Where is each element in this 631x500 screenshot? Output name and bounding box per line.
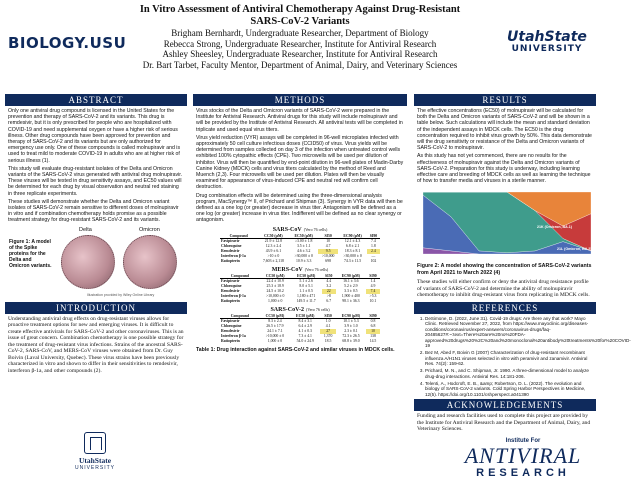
table-header-cell: Compound xyxy=(220,234,257,239)
table-cell: >10 ± 0 xyxy=(267,253,280,258)
utah-state-footer-name: UtahState xyxy=(78,456,112,465)
table-cell: >30,000 ± 0 xyxy=(343,253,362,258)
table-cell: 6.8 ± 2.1 xyxy=(345,243,360,248)
table-header-cell: EC90 (µM) xyxy=(336,274,366,279)
introduction-text: Understanding antiviral drug effects on drug-resistant viruses allows for proactive treatment options for new and emerging viruses. It is difficult to create effective antivirals for SARS-CoV-2 and other coronaviruses. This is an issue of great concern. Combination chemotherapy is one possible strategy for the treatment of drug-resistant virus infections. Strains of the ancestral SARS-CoV-2, SARS-CoV, and MERS-CoV viruses were obtained from Dr. Guy Boivin (Laval University, Quebec). These virus strains have been previously characterized in vitro and shown to differ in their sensitivities to remdesivir, interferon β-1a, and other compounds (2). xyxy=(8,315,184,374)
table-cell: 4.1 xyxy=(325,323,331,328)
table-cell: Interferon β-1a xyxy=(221,333,246,338)
introduction-heading: INTRODUCTION xyxy=(5,302,187,314)
table-cell: Ratiopterin xyxy=(221,338,240,343)
table-cell: Remdesivir xyxy=(221,248,240,253)
left-column xyxy=(5,94,187,376)
poster-header xyxy=(0,0,600,92)
table-cell: 12.1 ± 4.3 xyxy=(344,238,361,243)
table-cell: Favipiravir xyxy=(221,278,240,283)
table-title xyxy=(193,307,407,313)
table-title-suffix: (Vero 76 cells) xyxy=(304,266,329,272)
table-cell: Favipiravir xyxy=(221,238,240,243)
utah-state-logo xyxy=(502,30,592,54)
table-title-name: SARS-CoV-2 xyxy=(270,306,304,313)
table-cell: 1,000 ± 0 xyxy=(267,298,283,303)
table-cell: 25.3 ± 18.9 xyxy=(266,283,284,288)
table-cell: >5.3 xyxy=(369,293,377,298)
author-3: Ashley Sheesley, Undergraduate Researcher, Institute for Antiviral Research xyxy=(162,49,438,59)
chart-series-label: 21L (Omicron, BA.2) xyxy=(557,247,592,252)
table-cell: 4.4 xyxy=(326,278,332,283)
table-cell: 10 xyxy=(326,238,331,243)
table-cell: 7.4 xyxy=(371,238,376,243)
table-cell: 2.3 ± 0.1 xyxy=(344,328,358,333)
table-header-cell: Compound xyxy=(220,314,260,319)
table-cell: 1.4 xyxy=(370,278,376,283)
table-title-suffix: (Vero 76 cells) xyxy=(303,226,328,232)
table-cell: 5.2 ± 2.9 xyxy=(344,283,358,288)
drug-table xyxy=(220,274,380,304)
table-cell: 1,180 ± 471 xyxy=(297,293,316,298)
table-cell: Interferon β-1a xyxy=(221,253,246,258)
table-cell: 27 xyxy=(320,329,336,334)
middle-column xyxy=(193,94,407,353)
table-cell: 1,370 xyxy=(323,333,333,338)
table-cell: 22 xyxy=(322,289,336,294)
table-cell: 3.3 ± 0.5 xyxy=(344,288,358,293)
table-cell: 24.5 ± 10.2 xyxy=(266,288,284,293)
table-header-cell: SI50 xyxy=(322,274,336,279)
variant-area-chart xyxy=(417,188,593,260)
reference-3: 3. Prichard, M. N., and C. Shipman, Jr. 1990. A three-dimensional model to analyze drug-drug interactions. Antiviral Res. 14:181-206. xyxy=(425,368,593,379)
table-cell: 3.2 xyxy=(326,283,332,288)
table-header-cell: EC50 (µM) xyxy=(289,234,318,239)
abstract-paragraph-2: This study will evaluate drug-resistant isolates of the Delta and Omicron variants of the SARS-CoV-2 virus generated with antiviral drug molnupiravir. These viruses will be tested in drug sensitivity assays, and EC50 values will be determined for each drug by visual observation and neutral red staining in three replicate experiments. xyxy=(8,165,183,197)
table-cell: 4.1 ± 0.3 xyxy=(298,328,312,333)
table-header-cell: SI90 xyxy=(367,234,380,239)
table-cell: 6.7 xyxy=(326,298,332,303)
table-cell: Remdesivir xyxy=(221,288,240,293)
table-cell: Chloroquine xyxy=(221,323,242,328)
table-header-cell: EC90 (µM) xyxy=(336,314,366,319)
table-cell: 72.3 ± 26.5 xyxy=(342,333,360,338)
chart-series-label: 21K (Omicron, BA.1) xyxy=(537,225,572,230)
methods-paragraph-1: Virus stocks of the Delta and Omicron variants of SARS-CoV-2 were prepared in the Institute for Antiviral Research. Antiviral drugs for this study will include molnupiravir and will be provided by the Institute of Antiviral Research. All antiviral tests will be completed in triplicate and used equal virus titers. xyxy=(196,108,403,133)
figure-1-caption: Figure 1: A model of the Spike proteins for the Delta and Omicron variants. xyxy=(9,238,52,269)
table-row xyxy=(220,339,380,344)
table-cell: >8 xyxy=(326,293,331,298)
table-cell: 98.1 ± 36.3 xyxy=(342,298,360,303)
table-cell: 1,000 ± 0 xyxy=(267,338,283,343)
table-cell: Chloroquine xyxy=(221,243,242,248)
table-header-cell: CC50 (µM) xyxy=(260,274,291,279)
table-cell: >10,000 ± 0 xyxy=(265,333,285,338)
table-row xyxy=(220,259,380,264)
table-cell: 68.8 ± 39.0 xyxy=(342,338,360,343)
table-header-cell: CC50 (µM) xyxy=(257,234,289,239)
reference-1: 1. DeSimone, D. (2022, June 31). Covid-19 drugs: Are there any that work? Mayo Clinic. Retrieved November 27, 2022, from https://www.mayoclinic.org/diseases-conditions/coronavirus/expert-answers/coronavirus-drugs/faq-20485627#:~:text=There%20are%20no%20FDA-approved%20drugs%20%2C%20and%20monoclonal%20antibody%20treatments%20for%20COVID-19 xyxy=(425,316,593,349)
table-cell: Chloroquine xyxy=(221,283,242,288)
table-cell: 1.8 xyxy=(371,243,376,248)
table-cell: 138 xyxy=(370,333,376,338)
table-cell: 10.1 ± 5.3 xyxy=(343,318,359,323)
table-cell: 7,603 ± 2,118 xyxy=(262,258,284,263)
acknowledgements-text: Funding and research facilities used to complete this project are provided by the Institute for Antiviral Research and the Department of Animal, Dairy, and Veterinary Sciences. xyxy=(417,413,591,433)
author-4: Dr. Bart Tarbet, Faculty Mentor, Department of Animal, Dairy, and Veterinary Sciences xyxy=(142,59,458,70)
omicron-virus-image xyxy=(123,235,177,289)
table-cell: 9.5 xyxy=(318,249,338,254)
institute-logo-line3: RESEARCH xyxy=(476,467,570,479)
results-tables xyxy=(193,227,407,344)
table-cell: 4.6 ± 3.2 xyxy=(296,248,311,253)
table-cell: Ratiopterin xyxy=(221,298,240,303)
abstract-paragraph-1: Only one antiviral drug compound is licensed in the United States for the prevention and therapy of SARS-CoV-2 and its variants. This drug is remdesivir, but it is only prescribed for people who are hospitalized with COVID-19 and need supplemental oxygen or have a higher risk of serious illness. Other drug compounds have been approved for prevention and therapy of SARS-CoV-2 and its variants but are only authorized for emergency use only. One of these compounds is called molnupiravir and is used to treat mild to moderate COVID-19 in adults who are at higher risk of serious illness (1). xyxy=(8,108,181,164)
table-cell: >10,000 xyxy=(321,253,335,258)
author-2: Rebecca Strong, Undergraduate Researcher, Institute for Antiviral Research xyxy=(163,38,437,49)
results-paragraph-2: As this study has not yet commenced, there are no results for the effectiveness of molnupiravir against the Delta and Omicron variants of SARS-CoV-2. Preparation for this study is underway, including learning effective care and breeding of MDCK cells as well as learning the technique of how to transfer media and viruses in a sterile manner. xyxy=(417,153,591,185)
table-cell: 8.3 ± 2.4 xyxy=(268,318,282,323)
reference-4: 4. Telenti, A., Hodcroft, E. B., &amp; Robertson, D. L. (2022). The evolution and biology of SARS-CoV-2 variants. Cold Spring Harbor Perspectives in Medicine, 12(5). https://doi.org/10.1101/cshperspect.a041390 xyxy=(425,381,593,398)
table-cell: 3.5 ± 1.1 xyxy=(296,243,311,248)
table-cell: 2.4 xyxy=(367,249,380,254)
old-main-icon xyxy=(84,432,106,454)
table-header-cell: SI50 xyxy=(318,234,338,239)
poster-title-line1: In Vitro Assessment of Antiviral Chemotherapy Against Drug-Resistant xyxy=(139,4,461,15)
table-cell: ≥3.00 ± 1.8 xyxy=(294,238,313,243)
references-heading: REFERENCES xyxy=(414,302,596,314)
table-title-name: MERS-CoV xyxy=(271,266,303,273)
table-title xyxy=(193,227,407,233)
table-cell: 149.5 ± 11.7 xyxy=(296,298,316,303)
table-header-cell: SI50 xyxy=(320,314,336,319)
results-paragraph-1: The effective concentrations (EC50) of molnupiravir will be calculated for both the Delta and Omicron variants of SARS-CoV-2 and will be shown in a table below. Such calculations will include the mean and standard deviation of the independent assays in MDCK cells. The EC50 is the drug concentration required to inhibit virus growth by 50%. This data demonstrate will the drug sensitivity or resistance of the Delta and Omicron variants of SARS-CoV-2 to molnupiravir. xyxy=(417,108,592,152)
results-paragraph-3: These studies will either confirm or deny the antiviral drug resistance profile of variants of SARS-CoV-2 and determine the ability of molnupiravir chemotherapy to inhibit drug-resistant virus from replicating in MDCK cells. xyxy=(417,279,590,299)
institute-antiviral-research-logo xyxy=(448,438,598,479)
table-cell: 7.3 ± 4.1 xyxy=(298,333,312,338)
table-cell: Remdesivir xyxy=(221,328,240,333)
table-cell: 3.9 ± 1.0 xyxy=(344,323,358,328)
table-cell: 10 xyxy=(366,329,380,334)
drug-table xyxy=(220,234,380,264)
table-row xyxy=(220,294,380,299)
table-cell: >30,000 ± 0 xyxy=(294,253,313,258)
table-cell: 4.7 xyxy=(325,243,331,248)
biology-usu-logo xyxy=(8,34,128,60)
institute-logo-line1: Institute For xyxy=(505,438,541,444)
table-cell: 0.8 xyxy=(370,318,376,323)
table-cell: 43.9 ± 6.1 xyxy=(265,248,282,253)
table-1-caption: Table 1: Drug interaction against SARS-CoV-2 and similar viruses in MDCK cells. xyxy=(196,346,395,353)
figure-1-delta-label: Delta xyxy=(79,226,92,233)
table-cell: Ratiopterin xyxy=(221,258,240,263)
figure-1-omicron-label: Omicron xyxy=(139,226,160,233)
figure-2-caption: Figure 2: A model showing the concentration of SARS-CoV-2 variants from April 2021 to March 2022 (4) xyxy=(417,263,592,276)
table-cell: Favipiravir xyxy=(221,318,240,323)
table-title-name: SARS-CoV xyxy=(272,226,302,233)
table-cell: 12.3 ± 2.4 xyxy=(265,243,282,248)
table-header-cell: EC90 (µM) xyxy=(338,234,367,239)
right-column xyxy=(414,94,631,435)
table-cell: 74.3 ± 11.5 xyxy=(344,258,362,263)
results-heading: RESULTS xyxy=(414,94,596,106)
table-cell: 54.0 ± 24.9 xyxy=(296,338,314,343)
methods-heading: METHODS xyxy=(193,94,407,106)
drug-table xyxy=(220,314,380,344)
delta-virus-image xyxy=(61,235,115,289)
acknowledgements-heading: ACKNOWLEDGEMENTS xyxy=(414,399,596,411)
table-header-cell: CC50 (µM) xyxy=(260,314,290,319)
table-cell: 16.1 ± 3.6 xyxy=(343,278,359,283)
utah-state-footer-logo xyxy=(60,432,130,471)
table-cell: 10.1 xyxy=(369,298,377,303)
table-cell: >10,000 ± 0 xyxy=(265,293,285,298)
figure-2-chart xyxy=(417,188,593,260)
table-cell: 14.5 xyxy=(369,338,377,343)
table-header-cell: SI90 xyxy=(366,314,380,319)
utah-state-logo-line2: UNIVERSITY xyxy=(511,44,583,54)
table-cell: — xyxy=(371,253,376,258)
table-header-cell: EC50 (µM) xyxy=(290,314,320,319)
table-cell: 26.5 ± 17.9 xyxy=(266,323,284,328)
reference-2: 2. Bez M, Abed F, Boivin G (2007) Characterization of drug-resistant recombinant influenza A/H1N1 viruses selected in vitro with peramivir and zanamivir. Antiviral Res. 74(2): 159-62. xyxy=(425,350,593,367)
table-header-cell: SI90 xyxy=(366,274,380,279)
table-title xyxy=(193,267,407,273)
figure-1 xyxy=(7,227,185,299)
table-row xyxy=(220,254,380,259)
table-cell: 1.0 xyxy=(325,318,331,323)
methods-paragraph-3: Drug combination effects will be determined using the three-dimensional analysis program, MacSynergy™ II, of Prichard and Shipman (3). Synergy in VYR data will then be defined as a one log (or greater) decrease in virus titer. Antagonism will be defined as a one log (or greater) increase in virus titer. Indifferent will be defined as no clear synergy or antagonism. xyxy=(196,192,403,224)
institute-logo-line2: ANTIVIRAL xyxy=(464,443,582,468)
table-cell: 21.9 ± 12.8 xyxy=(264,238,283,243)
poster-title-line2: SARS-CoV-2 Variants xyxy=(250,16,350,27)
abstract-heading: ABSTRACT xyxy=(5,94,187,106)
table-cell: 8.0 ± 5.1 xyxy=(299,283,313,288)
table-cell: 10.9 ± 3.3 xyxy=(295,258,312,263)
table-cell: 1.1 ± 0.5 xyxy=(299,288,313,293)
table-cell: 5.1 ± 2.6 xyxy=(299,278,313,283)
table-row xyxy=(220,299,380,304)
utah-state-logo-line1: UtahState xyxy=(507,29,587,45)
biology-usu-logo-text: BIOLOGY.USU xyxy=(8,34,127,52)
title-block xyxy=(130,4,470,70)
references-list xyxy=(417,315,631,398)
utah-state-footer-sub: UNIVERSITY xyxy=(74,465,115,471)
table-cell: 18.5 xyxy=(324,338,332,343)
table-cell: 18.3 ± 8.1 xyxy=(344,248,361,253)
table-cell: 1,900 ± 400 xyxy=(341,293,360,298)
table-cell: 6.8 xyxy=(370,323,376,328)
table-title-suffix: (Vero 76 cells) xyxy=(306,306,330,312)
table-header-cell: EC50 (µM) xyxy=(290,274,321,279)
table-header-cell: Compound xyxy=(220,274,260,279)
table-cell: 8.4 ± 3.1 xyxy=(298,318,312,323)
abstract-paragraph-3: These studies will demonstrate whether the Delta and Omicron variant isolates of SARS-CoV-2 remain sensitive to different doses of molnupiravir in vitro and if combination chemotherapy holds promise as a possible treatment strategy for drug-resistant SARS-CoV-2 and its variants. xyxy=(8,198,179,224)
methods-paragraph-2: Virus yield reduction (VYR) assays will be completed in 96-well microplates infected with approximately 50 cell culture infectious doses (CCID50) of virus. Virus yields will be determined from samples collected on day 3 of the infection when untreated control wells exhibited 100% cytopathic effects (CPE). Two microwells will be used per dilution of inhibitor. Virus will then be quantified by end-point dilution in 96-well plates of Madin-Darby Canine Kidney (MDCK) cells and virus titers calculated by the method of Reed and Muench (2,3). Four microwells will be used per dilution. Plates will then be visually examined for appearance of virus-induced CPE and neutral red will confirm cell destruction. xyxy=(196,134,404,191)
table-cell: 4.9 xyxy=(370,283,376,288)
table-cell: 22.4 ± 10.9 xyxy=(266,278,284,283)
table-cell: 6.4 ± 2.9 xyxy=(298,323,312,328)
table-row xyxy=(220,334,380,339)
author-1: Brigham Bernhardt, Undergraduate Researcher, Department of Biology xyxy=(171,28,429,38)
table-cell: 7.4 xyxy=(366,289,380,294)
table-cell: Interferon β-1a xyxy=(221,293,246,298)
figure-1-credit: Illustration provided by Wiley Online Library xyxy=(87,292,155,297)
table-cell: 102 xyxy=(370,258,377,263)
table-cell: 698 xyxy=(325,258,331,263)
table-cell: 24.1 ± 7.1 xyxy=(267,328,283,333)
